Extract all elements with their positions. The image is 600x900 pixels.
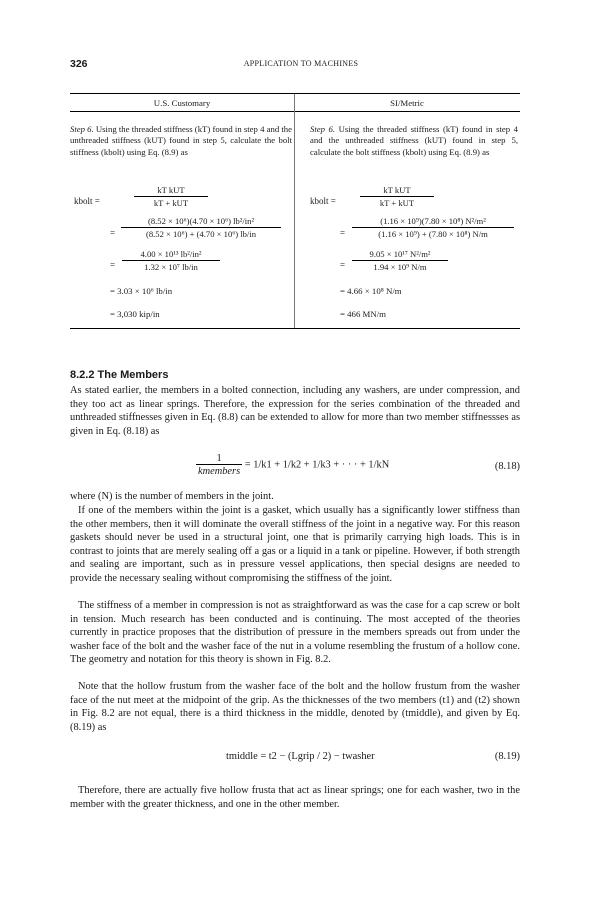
si-step-label: Step 6. (310, 124, 336, 134)
eq818-rhs: = 1/k1 + 1/k2 + 1/k3 + · · · + 1/kN (244, 459, 390, 471)
equation-8-18 (196, 453, 389, 477)
us-equals-2: = (110, 260, 116, 270)
si-substitution-fraction: $\frac{\text{(1.16 × 10⁹)(7.80 × 10⁸) N²/m²}}{\text{(1.16 × 10⁹) + (7.80 × 10⁸) N/m}}$ (352, 216, 514, 239)
si-step-body: Using the threaded stiffness (kT) found in step 4 and the unthreaded stiffness (kUT) found in step 5, calculate the bolt stiffness (kbolt) using Eq. (8.9) as (310, 124, 519, 157)
table-column-divider (294, 94, 295, 328)
us-kbolt-lhs: kbolt = (74, 196, 100, 206)
page-number: 326 (70, 58, 88, 70)
eq818-lhs-fraction: 1 kmembers (198, 453, 241, 477)
si-result-mnm: = 466 MN/m (340, 309, 387, 319)
si-result-nm: = 4.66 × 10⁸ N/m (340, 286, 402, 296)
si-equals-2: = (340, 260, 346, 270)
paragraph-hollow-frustum: Note that the hollow frustum from the washer face of the bolt and the hollow frustum from the washer face of the nut meet at the midpoint of the grip. As the thicknesses of the two members (t1) and (t2) shown in Fig. 8.2 are not equal, there is a third thickness in the middle, denoted by (tmiddle), and given by Eq. (8.19) as (70, 681, 520, 733)
equation-number-8-18: (8.18) (494, 461, 520, 472)
si-formula-fraction: kT kUT kT + kUT (360, 185, 434, 208)
paragraph-members-intro: As stated earlier, the members in a bolted connection, including any washers, are under compression, and they too act as linear springs. Therefore, the expression for the series combination of the threaded and unthreaded stiffnesses given in Eq. (8.8) can be extended to allow for more than two member stiffnessses as given in Eq. (8.18) as (70, 385, 520, 437)
equation-8-19: tmiddle = t2 − (Lgrip / 2) − twasher (226, 751, 375, 762)
us-customary-column (70, 94, 292, 328)
us-step-body: Using the threaded stiffness (kT) found in step 4 and the unthreaded stiffness (kUT) found in step 5, calculate the bolt stiffness (kbolt) using Eq. (8.9) as (70, 124, 293, 157)
si-product-fraction: $\frac{\text{9.05 × 10¹⁷ N²/m²}}{\text{1.94 × 10⁹ N/m}}$ (352, 249, 448, 272)
paragraph-frustum-theory: The stiffness of a member in compression is not as straightforward as was the case for a cap screw or bolt in tension. Much research has been conducted and is continuing. The most accepted of the theories currently in practice proposes that the distribution of pressure in the members spreads out from under the washer face of the bolt and the washer face of the nut in a volume resembling the frustum of a hollow cone. The geometry and notation for this theory is shown in Fig. 8.2. (70, 600, 520, 666)
us-substitution-fraction: $\frac{\text{(8.52 × 10⁶)(4.70 × 10⁶) lb²/in²}}{\text{(8.52 × 10⁶) + (4.70 × 10⁶) lb/in}}$ (121, 216, 281, 239)
equation-number-8-19: (8.19) (494, 751, 520, 762)
running-title: APPLICATION TO MACHINES (243, 59, 359, 68)
us-product-fraction: $\frac{\text{4.00 × 10¹³ lb²/in²}}{\text{1.32 × 10⁷ lb/in}}$ (122, 249, 220, 272)
us-result-kipin: = 3,030 kip/in (110, 309, 160, 319)
paragraph-gasket: If one of the members within the joint is a gasket, which usually has a significantly lower stiffness than the other members, then it will dominate the overall stiffness of the joint in a negative way. For this reason gaskets should never be used in a structural joint, one that is primarily carrying high loads. This is in contrast to joints that are merely sealing off a gas or a liquid in a tank or pipeline. However, if both strength and sealing are important, such as in pressure vessel applications, then special designs are needed to provide the necessary sealing without compromising the stiffness of the joint. (70, 505, 520, 584)
si-metric-heading: SI/Metric (390, 98, 424, 108)
paragraph-five-frusta: Therefore, there are actually five hollow frusta that act as linear springs; one for each washer, two in the member with the greater thickness, and one in the other member. (70, 785, 520, 810)
us-customary-heading: U.S. Customary (153, 98, 211, 108)
si-equals-1: = (340, 228, 346, 238)
us-formula-fraction: kT kUT kT + kUT (134, 185, 208, 208)
us-equals-1: = (110, 228, 116, 238)
us-result-lbin: = 3.03 × 10⁶ lb/in (110, 286, 173, 296)
us-step-label: Step 6. (70, 124, 94, 134)
units-comparison-table (70, 93, 520, 329)
si-step6-text (310, 124, 518, 158)
si-kbolt-lhs: kbolt = (310, 196, 336, 206)
running-header (70, 58, 532, 72)
section-heading: 8.2.2 The Members (70, 369, 169, 381)
us-step6-text (70, 124, 292, 158)
si-metric-column (310, 94, 518, 328)
paragraph-where-n: where (N) is the number of members in the joint. (70, 491, 274, 502)
